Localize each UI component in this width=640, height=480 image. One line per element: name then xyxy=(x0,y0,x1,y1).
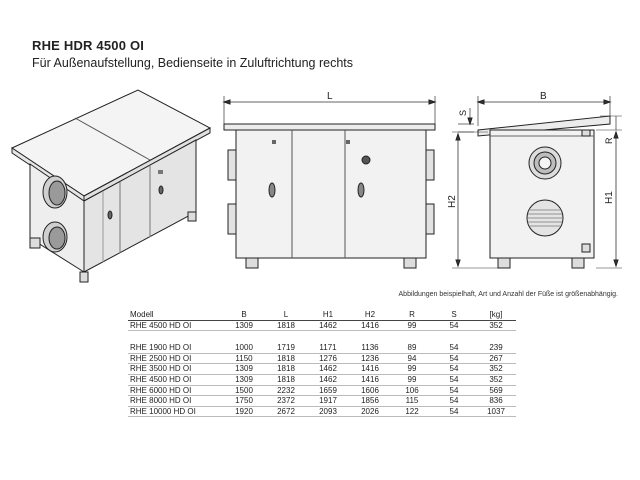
drawing-note: Abbildungen beispielhaft, Art und Anzahl der Füße ist größenabhängig. xyxy=(398,291,618,298)
cell-b: 1309 xyxy=(222,364,264,375)
cell-s: 54 xyxy=(432,385,474,396)
table-row xyxy=(128,374,516,385)
cell-l: 2372 xyxy=(264,396,306,407)
cell-b: 1309 xyxy=(222,320,264,331)
table-row xyxy=(128,364,516,375)
cell-model: RHE 8000 HD OI xyxy=(128,396,222,407)
cell-h2: 1606 xyxy=(348,385,390,396)
cell-kg: 352 xyxy=(474,364,516,375)
cell-h1: 1276 xyxy=(306,353,348,364)
cell-b: 1500 xyxy=(222,385,264,396)
cell-h1: 1462 xyxy=(306,320,348,331)
header-l: L xyxy=(264,310,306,320)
cell-model: RHE 4500 HD OI xyxy=(128,320,222,331)
cell-h1: 1171 xyxy=(306,343,348,353)
dim-label-r: R xyxy=(604,137,614,144)
table-gap xyxy=(128,331,516,344)
cell-l: 1818 xyxy=(264,320,306,331)
cell-kg: 352 xyxy=(474,374,516,385)
cell-h2: 1136 xyxy=(348,343,390,353)
page-title: RHE HDR 4500 OI xyxy=(32,38,145,53)
cell-s: 54 xyxy=(432,343,474,353)
cell-b: 1309 xyxy=(222,374,264,385)
spec-table xyxy=(128,310,516,417)
cell-r: 115 xyxy=(390,396,432,407)
cell-s: 54 xyxy=(432,374,474,385)
cell-l: 1818 xyxy=(264,353,306,364)
cell-kg: 836 xyxy=(474,396,516,407)
cell-r: 99 xyxy=(390,320,432,331)
cell-s: 54 xyxy=(432,320,474,331)
header-kg: [kg] xyxy=(474,310,516,320)
cell-l: 1818 xyxy=(264,364,306,375)
end-view xyxy=(452,96,622,268)
dim-label-s: S xyxy=(458,109,468,116)
cell-kg: 352 xyxy=(474,320,516,331)
cell-r: 106 xyxy=(390,385,432,396)
cell-h1: 1917 xyxy=(306,396,348,407)
cell-model: RHE 6000 HD OI xyxy=(128,385,222,396)
side-view xyxy=(224,96,435,268)
table-row xyxy=(128,396,516,407)
cell-h1: 2093 xyxy=(306,406,348,417)
cell-b: 1750 xyxy=(222,396,264,407)
table-row xyxy=(128,385,516,396)
cell-kg: 1037 xyxy=(474,406,516,417)
cell-r: 94 xyxy=(390,353,432,364)
cell-h1: 1462 xyxy=(306,364,348,375)
cell-kg: 239 xyxy=(474,343,516,353)
cell-model: RHE 2500 HD OI xyxy=(128,353,222,364)
cell-b: 1000 xyxy=(222,343,264,353)
header-h1: H1 xyxy=(306,310,348,320)
header-modell: Modell xyxy=(128,310,222,320)
cell-s: 54 xyxy=(432,353,474,364)
cell-s: 54 xyxy=(432,364,474,375)
header-b: B xyxy=(222,310,264,320)
table-row xyxy=(128,353,516,364)
cell-l: 1719 xyxy=(264,343,306,353)
cell-h2: 1416 xyxy=(348,320,390,331)
cell-b: 1920 xyxy=(222,406,264,417)
cell-r: 89 xyxy=(390,343,432,353)
dim-label-h1: H1 xyxy=(604,191,615,204)
header-r: R xyxy=(390,310,432,320)
cell-model: RHE 4500 HD OI xyxy=(128,374,222,385)
cell-l: 2672 xyxy=(264,406,306,417)
cell-r: 122 xyxy=(390,406,432,417)
dim-label-b: B xyxy=(540,91,547,102)
technical-drawing xyxy=(0,78,640,288)
cell-h2: 1856 xyxy=(348,396,390,407)
cell-kg: 569 xyxy=(474,385,516,396)
cell-l: 1818 xyxy=(264,374,306,385)
cell-kg: 267 xyxy=(474,353,516,364)
table-row xyxy=(128,343,516,353)
isometric-view xyxy=(12,90,210,282)
cell-h2: 2026 xyxy=(348,406,390,417)
cell-model: RHE 10000 HD OI xyxy=(128,406,222,417)
page-subtitle: Für Außenaufstellung, Bedienseite in Zuluftrichtung rechts xyxy=(32,56,354,70)
dim-label-l: L xyxy=(327,91,333,102)
table-row-highlight xyxy=(128,320,516,331)
cell-h2: 1236 xyxy=(348,353,390,364)
header-h2: H2 xyxy=(348,310,390,320)
cell-h1: 1462 xyxy=(306,374,348,385)
header-s: S xyxy=(432,310,474,320)
cell-s: 54 xyxy=(432,396,474,407)
cell-s: 54 xyxy=(432,406,474,417)
cell-h2: 1416 xyxy=(348,364,390,375)
cell-r: 99 xyxy=(390,364,432,375)
cell-b: 1150 xyxy=(222,353,264,364)
table-row xyxy=(128,406,516,417)
table-header-row xyxy=(128,310,516,320)
cell-r: 99 xyxy=(390,374,432,385)
cell-l: 2232 xyxy=(264,385,306,396)
cell-model: RHE 3500 HD OI xyxy=(128,364,222,375)
cell-h1: 1659 xyxy=(306,385,348,396)
dim-label-h2: H2 xyxy=(447,195,458,208)
cell-model: RHE 1900 HD OI xyxy=(128,343,222,353)
cell-h2: 1416 xyxy=(348,374,390,385)
